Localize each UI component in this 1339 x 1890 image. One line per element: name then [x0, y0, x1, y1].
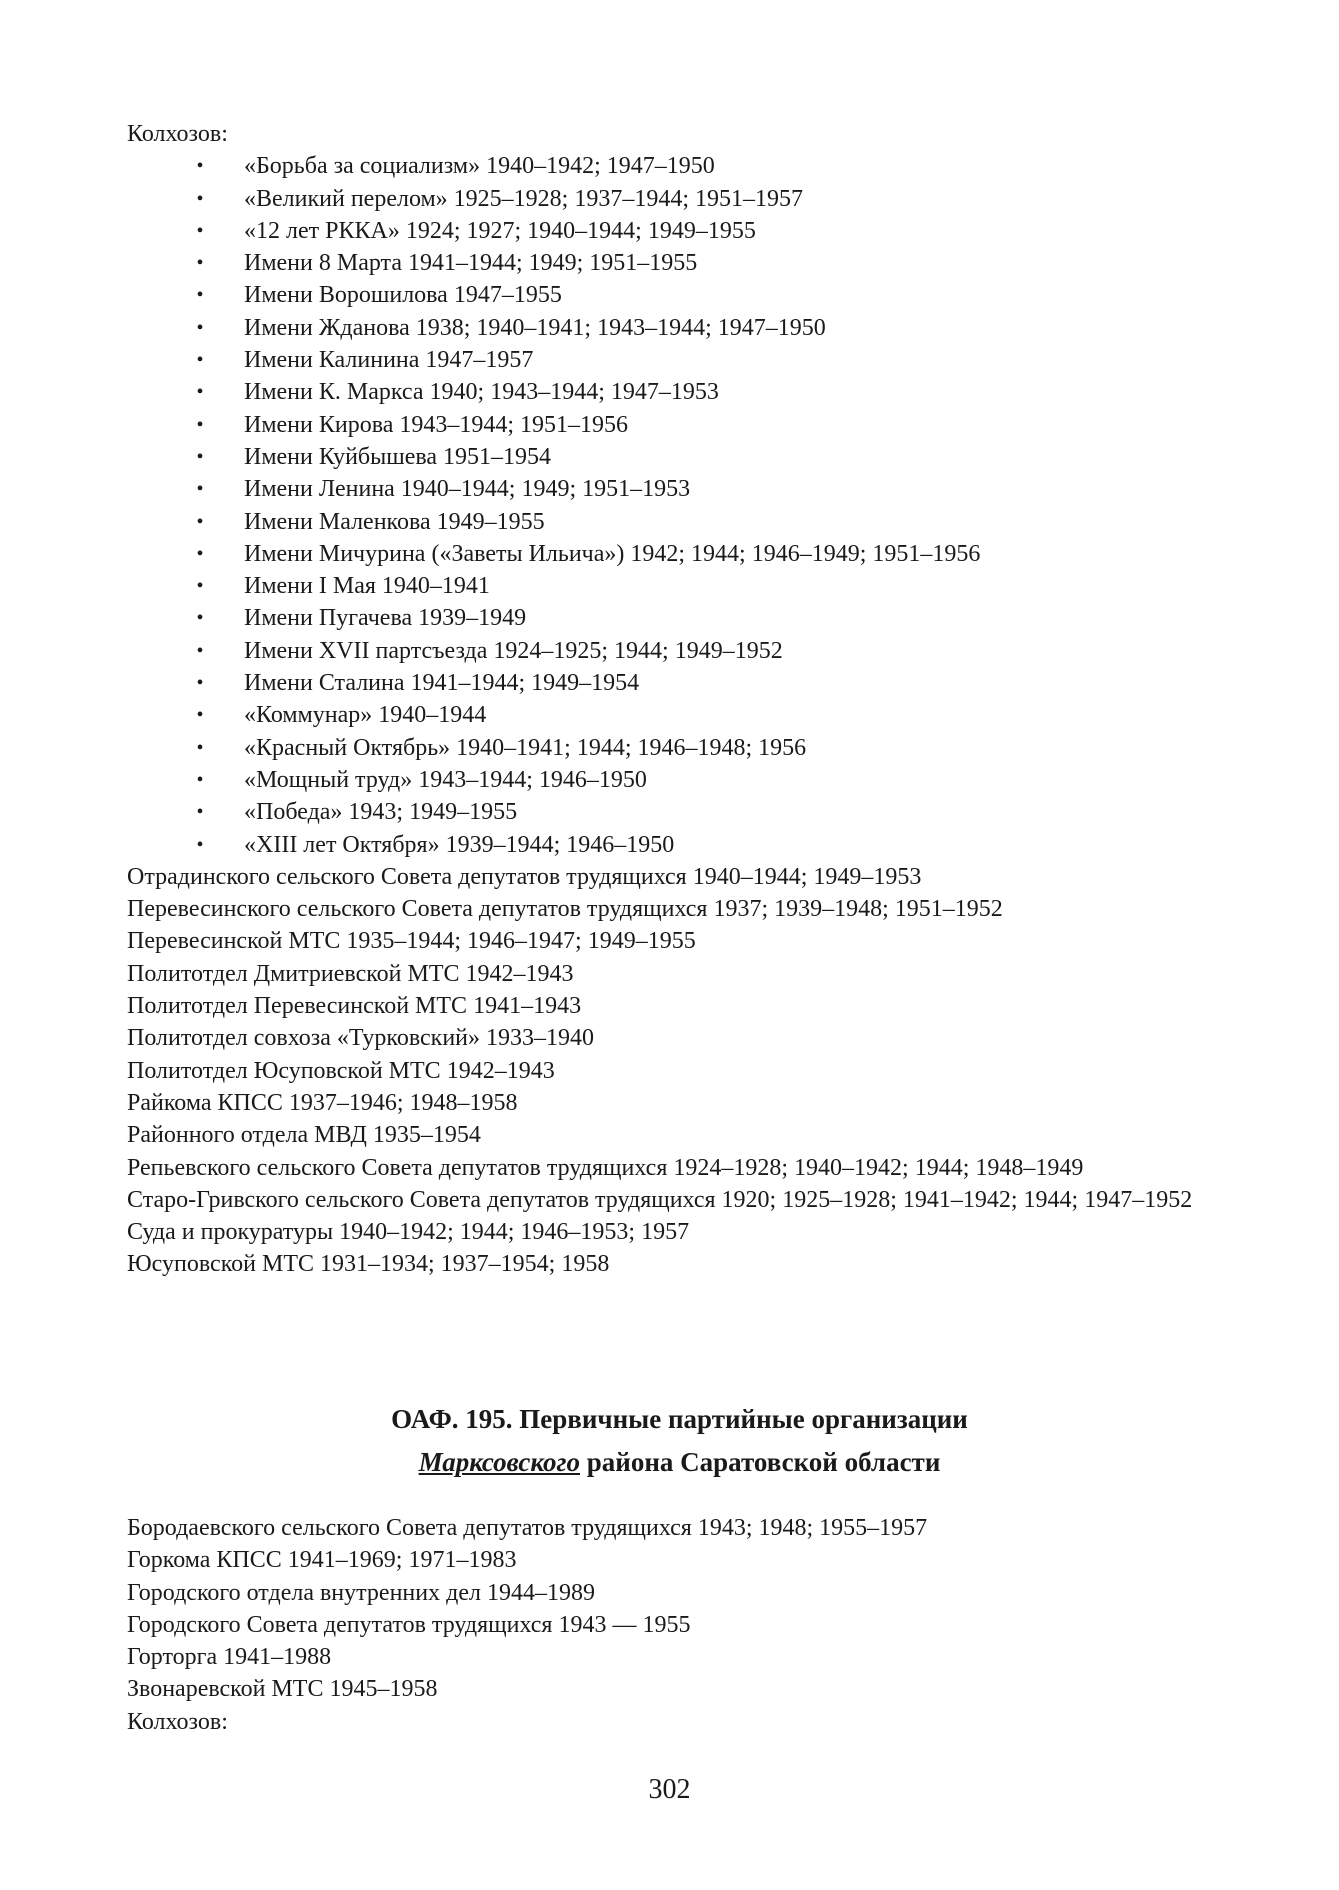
heading-line-2: [127, 1441, 1232, 1484]
kolkhoz-name: Имени Мичурина («Заветы Ильича») 1942; 1944; 1946–1949; 1951–1956: [244, 540, 981, 567]
bullet-icon: •: [196, 187, 204, 210]
kolkhoz-name: «Коммунар» 1940–1944: [244, 702, 487, 729]
heading-underlined-word: Марксовского: [418, 1447, 581, 1477]
kolkhoz-list-item: [127, 699, 1232, 731]
bullet-icon: •: [196, 575, 204, 598]
archive-entry: Старо-Гривского сельского Совета депутатов трудящихся 1920; 1925–1928; 1941–1942; 1944; 1947–1952: [127, 1186, 1193, 1213]
archive-entry: Районного отдела МВД 1935–1954: [127, 1122, 481, 1149]
bullet-icon: •: [196, 478, 204, 501]
archive-entry: Политотдел Перевесинской МТС 1941–1943: [127, 993, 582, 1020]
kolkhoz-name: «Победа» 1943; 1949–1955: [244, 799, 518, 826]
archive-entry: Колхозов:: [127, 1708, 228, 1735]
bullet-icon: •: [196, 445, 204, 468]
archive-entry: Перевесинской МТС 1935–1944; 1946–1947; 1949–1955: [127, 928, 696, 955]
kolkhoz-list-item: [127, 732, 1232, 764]
kolkhoz-list-item: [127, 473, 1232, 505]
kolkhoz-list-item: [127, 506, 1232, 538]
kolkhoz-list-item: [127, 409, 1232, 441]
kolkhoz-list-item: [127, 667, 1232, 699]
kolkhoz-name: «Борьба за социализм» 1940–1942; 1947–1950: [244, 153, 715, 180]
archive-entry: Репьевского сельского Совета депутатов трудящихся 1924–1928; 1940–1942; 1944; 1948–1949: [127, 1154, 1084, 1181]
kolkhoz-name: Имени Ворошилова 1947–1955: [244, 282, 562, 309]
heading-line-2-rest: района Саратовской области: [580, 1447, 941, 1477]
kolkhoz-name: Имени XVII партсъезда 1924–1925; 1944; 1949–1952: [244, 637, 783, 664]
page-number: 302: [648, 1774, 691, 1805]
kolkhoz-name: «Великий перелом» 1925–1928; 1937–1944; 1951–1957: [244, 185, 804, 212]
heading-line-1: ОАФ. 195. Первичные партийные организации: [391, 1404, 968, 1434]
bullet-icon: •: [196, 639, 204, 662]
kolkhoz-name: Имени Ленина 1940–1944; 1949; 1951–1953: [244, 476, 691, 503]
kolkhoz-name: Имени Кирова 1943–1944; 1951–1956: [244, 411, 629, 438]
kolkhoz-list-item: [127, 441, 1232, 473]
bullet-icon: •: [196, 736, 204, 759]
kolkhoz-list-item: [127, 247, 1232, 279]
section-1: [127, 118, 1232, 1281]
kolkhoz-name: «Мощный труд» 1943–1944; 1946–1950: [244, 766, 647, 793]
section-2-entries: [127, 1512, 1232, 1738]
kolkhoz-list-item: [127, 635, 1232, 667]
kolkhoz-list-item: [127, 829, 1232, 861]
section-1-entries: [127, 861, 1232, 1281]
kolkhoz-list-item: [127, 570, 1232, 602]
kolkhoz-list-item: [127, 538, 1232, 570]
bullet-icon: •: [196, 510, 204, 533]
bullet-icon: •: [196, 413, 204, 436]
archive-entry: Городского Совета депутатов трудящихся 1943 — 1955: [127, 1611, 691, 1638]
kolkhoz-list-item: [127, 215, 1232, 247]
kolkhoz-list-item: [127, 376, 1232, 408]
archive-entry: Звонаревской МТС 1945–1958: [127, 1676, 438, 1703]
archive-entry: Суда и прокуратуры 1940–1942; 1944; 1946–1953; 1957: [127, 1219, 690, 1246]
kolkhoz-name: Имени К. Маркса 1940; 1943–1944; 1947–1953: [244, 379, 719, 406]
archive-entry: Политотдел совхоза «Турковский» 1933–1940: [127, 1025, 595, 1052]
section-heading: [127, 1398, 1232, 1484]
archive-entry: Политотдел Юсуповской МТС 1942–1943: [127, 1057, 555, 1084]
bullet-icon: •: [196, 155, 204, 178]
kolkhoz-list-label: Колхозов:: [127, 121, 228, 147]
archive-entry: Отрадинского сельского Совета депутатов трудящихся 1940–1944; 1949–1953: [127, 863, 922, 890]
archive-entry: Политотдел Дмитриевской МТС 1942–1943: [127, 960, 574, 987]
bullet-icon: •: [196, 801, 204, 824]
kolkhoz-list-item: [127, 150, 1232, 182]
bullet-icon: •: [196, 672, 204, 695]
bullet-icon: •: [196, 704, 204, 727]
kolkhoz-name: Имени 8 Марта 1941–1944; 1949; 1951–1955: [244, 250, 698, 277]
archive-entry: Перевесинского сельского Совета депутатов трудящихся 1937; 1939–1948; 1951–1952: [127, 896, 1003, 923]
kolkhoz-name: «12 лет РККА» 1924; 1927; 1940–1944; 1949–1955: [244, 217, 756, 244]
bullet-icon: •: [196, 349, 204, 372]
archive-entry: Горторга 1941–1988: [127, 1644, 332, 1671]
bullet-icon: •: [196, 381, 204, 404]
kolkhoz-name: «XIII лет Октября» 1939–1944; 1946–1950: [244, 831, 675, 858]
kolkhoz-name: Имени Жданова 1938; 1940–1941; 1943–1944; 1947–1950: [244, 314, 826, 341]
kolkhoz-list-item: [127, 312, 1232, 344]
kolkhoz-name: Имени Калинина 1947–1957: [244, 347, 534, 374]
kolkhoz-name: Имени Пугачева 1939–1949: [244, 605, 527, 632]
archive-entry: Бородаевского сельского Совета депутатов трудящихся 1943; 1948; 1955–1957: [127, 1515, 928, 1541]
bullet-icon: •: [196, 252, 204, 275]
bullet-icon: •: [196, 316, 204, 339]
kolkhoz-name: «Красный Октябрь» 1940–1941; 1944; 1946–1948; 1956: [244, 734, 807, 761]
bullet-icon: •: [196, 768, 204, 791]
kolkhoz-name: Имени Маленкова 1949–1955: [244, 508, 545, 535]
kolkhoz-list-item: [127, 602, 1232, 634]
bullet-icon: •: [196, 284, 204, 307]
kolkhoz-list-item: [127, 344, 1232, 376]
archive-entry: Горкома КПСС 1941–1969; 1971–1983: [127, 1547, 517, 1574]
archive-entry: Райкома КПСС 1937–1946; 1948–1958: [127, 1089, 518, 1116]
kolkhoz-list: [127, 150, 1232, 861]
kolkhoz-list-item: [127, 279, 1232, 311]
kolkhoz-name: Имени I Мая 1940–1941: [244, 573, 490, 600]
kolkhoz-list-item: [127, 183, 1232, 215]
kolkhoz-list-item: [127, 796, 1232, 828]
bullet-icon: •: [196, 542, 204, 565]
bullet-icon: •: [196, 219, 204, 242]
bullet-icon: •: [196, 607, 204, 630]
archive-entry: Городского отдела внутренних дел 1944–1989: [127, 1579, 595, 1606]
kolkhoz-name: Имени Сталина 1941–1944; 1949–1954: [244, 670, 640, 697]
bullet-icon: •: [196, 833, 204, 856]
kolkhoz-name: Имени Куйбышева 1951–1954: [244, 443, 552, 470]
kolkhoz-list-item: [127, 764, 1232, 796]
archive-entry: Юсуповской МТС 1931–1934; 1937–1954; 1958: [127, 1251, 610, 1278]
